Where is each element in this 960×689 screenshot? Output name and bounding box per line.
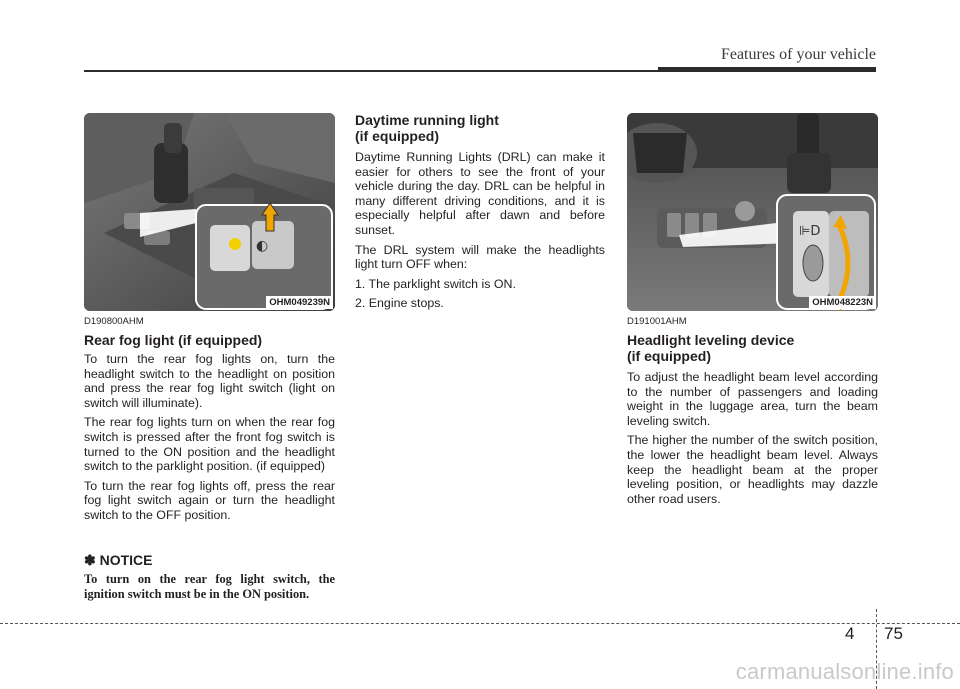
section-heading <box>355 112 499 144</box>
svg-text:⊫D: ⊫D <box>799 224 821 239</box>
gear-console-illustration <box>84 113 335 311</box>
dashboard-illustration <box>627 113 878 311</box>
heading-line: (if equipped) <box>355 128 439 144</box>
section-heading: Rear fog light (if equipped) <box>84 332 263 348</box>
header-divider-accent <box>658 67 876 72</box>
paragraph: To turn the rear fog lights on, turn the headlight switch to the headlight on position and press the rear fog light switch (light on switch will illuminate). <box>84 352 335 410</box>
page-number: 75 <box>884 624 903 643</box>
watermark: carmanualsonline.info <box>735 659 954 684</box>
list-item: 2. Engine stops. <box>355 296 444 311</box>
leveling-switch-photo <box>627 113 878 311</box>
chapter-number: 4 <box>845 624 855 643</box>
section-heading <box>627 332 794 364</box>
paragraph: The higher the number of the switch position, the lower the headlight beam level. Always keep the headlight beam at the proper leveling position, or headlights may dazzle other road users. <box>627 433 878 506</box>
body-paragraphs <box>627 370 878 511</box>
rear-fog-switch-photo <box>84 113 335 311</box>
image-label: OHM048223N <box>809 296 876 309</box>
body-paragraphs <box>355 150 605 316</box>
image-label: OHM049239N <box>266 296 333 309</box>
notice-text: To turn on the rear fog light switch, the ignition switch must be in the ON position. <box>84 572 335 601</box>
section-code: D190800AHM <box>84 316 144 327</box>
section-title: Features of your vehicle <box>720 46 876 63</box>
paragraph: To turn the rear fog lights off, press the rear fog light switch again or turn the headlight switch to the OFF position. <box>84 478 335 522</box>
heading-line: Daytime running light <box>355 112 499 128</box>
heading-line: Headlight leveling device <box>627 332 795 348</box>
section-code: D191001AHM <box>627 316 687 327</box>
heading-line: (if equipped) <box>627 348 711 364</box>
body-paragraphs <box>84 352 335 528</box>
paragraph: The rear fog lights turn on when the rear fog switch is pressed after the front fog switch is turned to the ON position and the headlight switch to the parklight position. (if equipped) <box>84 415 335 474</box>
paragraph: To adjust the headlight beam level according to the number of passengers and loading weight in the luggage area, turn the beam leveling switch. <box>627 370 878 428</box>
svg-text:◐: ◐ <box>256 238 269 254</box>
paragraph: The DRL system will make the headlights light turn OFF when: <box>355 242 605 272</box>
notice-title: ✽ NOTICE <box>84 552 153 568</box>
list-item: 1. The parklight switch is ON. <box>355 276 516 291</box>
footer-divider <box>0 623 960 624</box>
paragraph: Daytime Running Lights (DRL) can make it easier for others to see the front of your vehicle during the day. DRL can be helpful in many different driving conditions, and it is especially helpful after dawn and before sunset. <box>355 150 605 237</box>
